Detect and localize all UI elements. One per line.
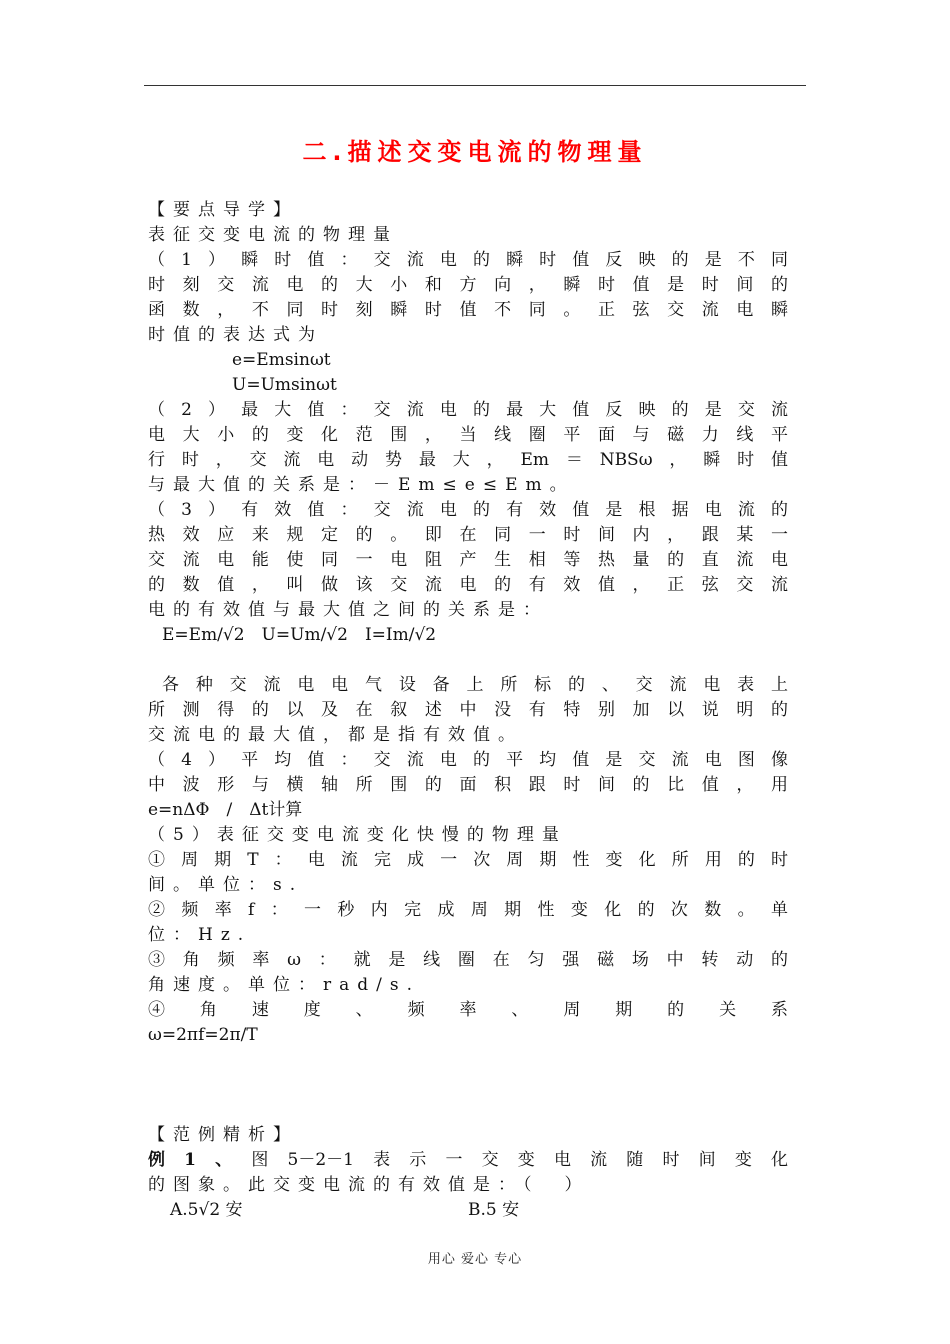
paragraph-line: 的数值，叫做该交流电的有效值，正弦交流: [148, 575, 788, 595]
paragraph-line: 表征交变电流的物理量: [148, 225, 398, 245]
header-rule: [144, 85, 806, 86]
example-label: 例1、: [148, 1150, 252, 1170]
paragraph-line: ④角速度、频率、周期的关系: [148, 1000, 788, 1020]
paragraph-line: 中波形与横轴所围的面积跟时间的比值，用: [148, 775, 788, 795]
formula-effective-values: E=Em/√2 U=Um/√2 I=Im/√2: [162, 625, 437, 645]
paragraph-line: ②频率f：一秒内完成周期性变化的次数。单: [148, 900, 788, 920]
paragraph-line: 所测得的以及在叙述中没有特别加以说明的: [148, 700, 788, 720]
paragraph-line: 电大小的变化范围，当线圈平面与磁力线平: [148, 425, 788, 445]
paragraph-line: 行时，交流电动势最大，Em＝NBSω，瞬时值: [148, 450, 788, 470]
paragraph-line: 热效应来规定的。即在同一时间内，跟某一: [148, 525, 788, 545]
section-heading-key-points: 【要点导学】: [148, 200, 298, 220]
paragraph-line: 角速度。单位：rad/s.: [148, 975, 420, 995]
paragraph-line: 位：Hz.: [148, 925, 252, 945]
paragraph-line: 间。单位：s.: [148, 875, 304, 895]
formula-average: e=nΔΦ / Δt计算: [148, 800, 303, 820]
paragraph-line: （3）有效值：交流电的有效值是根据电流的: [148, 500, 788, 520]
formula-omega: ω=2πf=2π/T: [148, 1025, 258, 1045]
paragraph-line: （4）平均值：交流电的平均值是交流电图像: [148, 750, 788, 770]
example-question-line: [148, 1148, 788, 1173]
example-question-line: 的图象。此交变电流的有效值是：（ ）: [148, 1175, 590, 1195]
option-a: A.5√2 安: [170, 1200, 243, 1220]
paragraph-line: 函数，不同时刻瞬时值不同。正弦交流电瞬: [148, 300, 788, 320]
spacer: [148, 1098, 788, 1123]
paragraph-line: ③角频率ω：就是线圈在匀强磁场中转动的: [148, 950, 788, 970]
paragraph-line: 电的有效值与最大值之间的关系是：: [148, 600, 548, 620]
page-footer: 用心 爱心 专心: [427, 1252, 523, 1267]
paragraph-line: （5）表征交变电流变化快慢的物理量: [148, 825, 567, 845]
paragraph-line: ①周期T：电流完成一次周期性变化所用的时: [148, 850, 788, 870]
document-body: [148, 198, 788, 1223]
paragraph-line: 交流电的最大值，都是指有效值。: [148, 725, 523, 745]
formula-instant-u: U=Umsinωt: [232, 375, 337, 395]
paragraph-line: 各种交流电电气设备上所标的、交流电表上: [162, 675, 788, 695]
example-options: [148, 1198, 788, 1223]
spacer: [148, 648, 788, 673]
section-heading-examples: 【范例精析】: [148, 1125, 298, 1145]
spacer: [148, 1048, 788, 1073]
paragraph-line: 时值的表达式为: [148, 325, 323, 345]
page-title: 二.描述交变电流的物理量: [302, 138, 648, 166]
option-b: B.5 安: [468, 1200, 520, 1220]
paragraph-line: （1）瞬时值：交流电的瞬时值反映的是不同: [148, 250, 788, 270]
paragraph-line: 交流电能使同一电阻产生相等热量的直流电: [148, 550, 788, 570]
paragraph-line: 与最大值的关系是：－Em≤e≤Em。: [148, 475, 575, 495]
formula-instant-e: e=Emsinωt: [232, 350, 331, 370]
paragraph-line: （2）最大值：交流电的最大值反映的是交流: [148, 400, 788, 420]
spacer: [148, 1073, 788, 1098]
paragraph-line: 时刻交流电的大小和方向，瞬时值是时间的: [148, 275, 788, 295]
example-text: 图5－2－1表示一交变电流随时间变化: [251, 1150, 788, 1170]
